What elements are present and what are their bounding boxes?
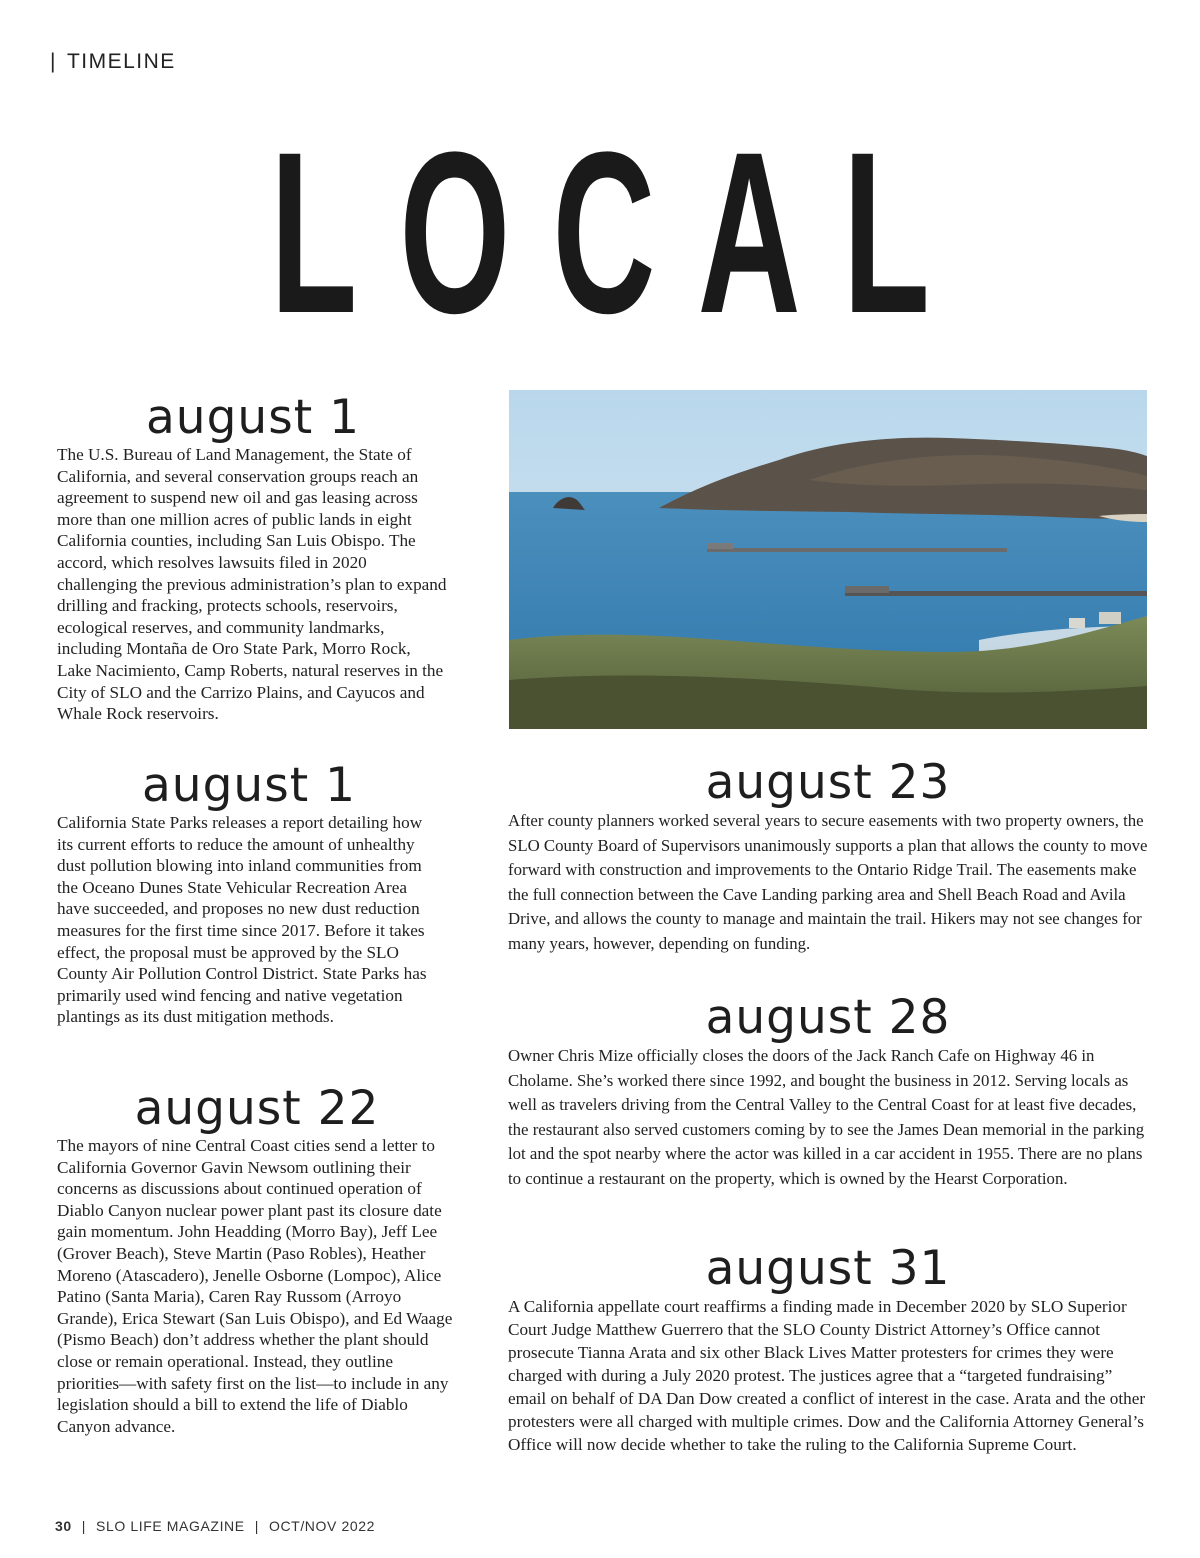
timeline-entry: [57, 1083, 457, 1437]
issue-date: OCT/NOV 2022: [268, 1518, 375, 1534]
page-title: LOCAL: [270, 104, 973, 361]
entry-date: august 31: [705, 1241, 951, 1296]
entry-date: august 28: [705, 990, 951, 1045]
entry-date: august 1: [146, 390, 360, 445]
entry-date: august 23: [705, 755, 951, 810]
publication-name: SLO LIFE MAGAZINE: [96, 1518, 245, 1534]
section-label: | TIMELINE: [50, 50, 176, 73]
entry-body: After county planners worked several years to secure easements with two property owners, the SLO County Board of Supervisors unanimously supports a plan that allows the county to move forward with construction and improvements to the Ontario Ridge Trail. The easements make the full connection between the Cave Landing parking area and Shell Beach Road and Avila Drive, and allows the county to manage and maintain the trail. Hikers may not see changes for many years, however, depending on funding.: [508, 811, 1148, 953]
timeline-entry: [508, 992, 1148, 1192]
page-footer: 30 | SLO LIFE MAGAZINE | OCT/NOV 2022: [55, 1518, 375, 1534]
entry-body: The U.S. Bureau of Land Management, the State of California, and several conservation groups reach an agreement to suspend new oil and gas leasing across more than one million acres of public lands in eight California counties, including San Luis Obispo. The accord, which resolves lawsuits filed in 2020 challenging the previous administration’s plan to expand drilling and fracking, protects schools, reservoirs, ecological reserves, and community landmarks, including Montaña de Oro State Park, Morro Rock, Lake Nacimiento, Camp Roberts, natural reserves in the City of SLO and the Carrizo Plains, and Cayucos and Whale Rock reservoirs.: [57, 445, 447, 724]
entry-body: California State Parks releases a report detailing how its current efforts to reduce the amount of unhealthy dust pollution blowing into inland communities from the Oceano Dunes State Vehicular Recreation Area have succeeded, and proposes no new dust reduction measures for the first time since 2017. Before it takes effect, the proposal must be approved by the SLO County Air Pollution Control District. State Parks has primarily used wind fencing and native vegetation plantings as its dust mitigation methods.: [57, 813, 427, 1027]
section-name: TIMELINE: [66, 50, 176, 73]
entry-body: A California appellate court reaffirms a finding made in December 2020 by SLO Superior Court Judge Matthew Guerrero that the SLO County District Attorney’s Office cannot prosecute Tianna Arata and six other Black Lives Matter protesters for crimes they were charged with during a July 2020 protest. The justices agree that a “targeted fundraising” email on behalf of DA Dan Dow created a conflict of interest in the case. Arata and the other protesters were all charged with multiple crimes. Dow and the California Attorney General’s Office will now decide whether to take the ruling to the California Supreme Court.: [508, 1297, 1146, 1454]
entry-date: august 22: [134, 1081, 380, 1136]
entry-body: Owner Chris Mize officially closes the doors of the Jack Ranch Cafe on Highway 46 in Cholame. She’s worked there since 1992, and bought the business in 2012. Serving locals as well as travelers driving from the Central Valley to the Central Coast for at least five decades, the restaurant also served customers coming by to see the James Dean memorial in the parking lot and the spot nearby where the actor was killed in a car accident in 1955. There are no plans to continue a restaurant on the property, which is owned by the Hearst Corporation.: [508, 1046, 1145, 1188]
entry-date: august 1: [142, 758, 356, 813]
timeline-entry: [508, 1243, 1148, 1456]
timeline-entry: [508, 757, 1148, 957]
entry-body: The mayors of nine Central Coast cities send a letter to California Governor Gavin Newsom outlining their concerns as discussions about continued operation of Diablo Canyon nuclear power plant past its closure date gain momentum. John Headding (Morro Bay), Jeff Lee (Grover Beach), Steve Martin (Paso Robles), Heather Moreno (Atascadero), Jenelle Osborne (Lompoc), Alice Patino (Santa Maria), Caren Ray Russom (Arroyo Grande), Erica Stewart (San Luis Obispo), and Ed Waage (Pismo Beach) don’t address whether the plant should close or remain operational. Instead, they outline priorities—with safety first on the list—to include in any legislation should a bill to extend the life of Diablo Canyon advance.: [57, 1136, 453, 1436]
timeline-entry: [57, 392, 449, 725]
page-number: 30: [55, 1518, 72, 1534]
timeline-entry: [57, 760, 441, 1028]
coastline-photo: [509, 390, 1147, 729]
